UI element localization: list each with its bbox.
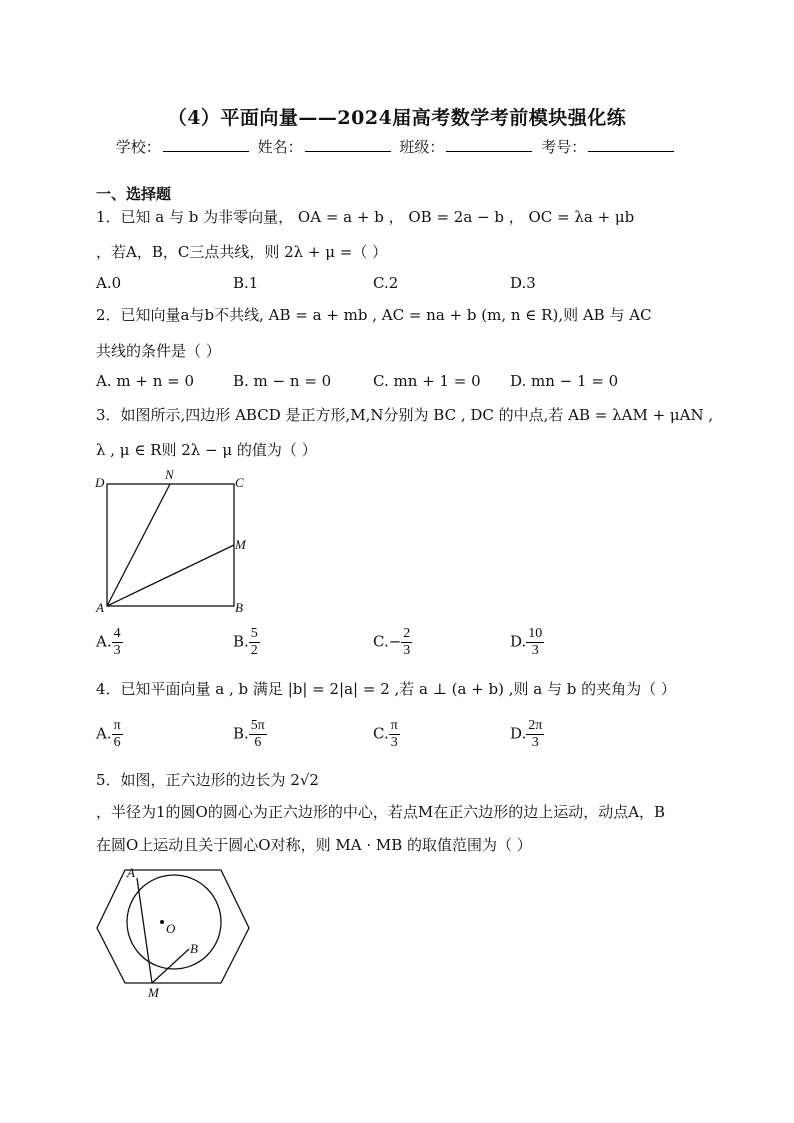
q5-stem-line2: ，半径为1的圆O的圆心为正六边形的中心，若点M在正六边形的边上运动，动点A，B xyxy=(96,803,666,821)
q4-option-c[interactable]: C. $\frac{\pi}{3}$ xyxy=(373,718,398,750)
q3-option-c[interactable]: C.− $\frac{2}{3}$ xyxy=(373,626,411,658)
q1-option-a[interactable]: A.0 xyxy=(96,274,122,292)
name-label: 姓名： xyxy=(257,138,303,156)
q4-option-a[interactable]: A. $\frac{\pi}{6}$ xyxy=(96,718,121,750)
q4-option-d[interactable]: D. $\frac{2\pi}{3}$ xyxy=(510,718,543,750)
q3-option-b[interactable]: B. $\frac{5}{2}$ xyxy=(233,626,258,658)
segment-am xyxy=(107,545,234,606)
student-info-line xyxy=(0,136,794,157)
q3-option-d[interactable]: D. $\frac{10}{3}$ xyxy=(510,626,543,658)
q1-stem-line1: 1．已知 a 与 b 为非零向量， OA = a + b ， OB = 2a − b ， OC = λa + μb xyxy=(96,208,635,226)
q1-stem-line2: ，若A，B，C三点共线，则 2λ + μ =（ ） xyxy=(96,243,388,261)
section-heading: 一、选择题 xyxy=(96,185,172,203)
q3-stem-line2: λ , μ ∈ R则 2λ − μ 的值为（ ） xyxy=(96,441,317,459)
number-label: 考号： xyxy=(541,138,587,156)
label-a: A xyxy=(127,865,135,880)
square-abcd xyxy=(107,484,234,606)
q5-stem-line3: 在圆O上运动且关于圆心O对称，则 MA · MB 的取值范围为（ ） xyxy=(96,836,532,854)
label-d: D xyxy=(95,475,105,490)
page-title: （4）平面向量——2024届高考数学考前模块强化练 xyxy=(167,107,627,129)
center-point-o xyxy=(160,920,164,924)
q2-stem-line2: 共线的条件是（ ） xyxy=(96,342,221,360)
q3-square-figure xyxy=(92,468,262,618)
segment-an xyxy=(107,484,170,606)
q2-stem-line1: 2．已知向量a与b不共线, AB = a + mb , AC = na + b (m, n ∈ R),则 AB 与 AC xyxy=(96,306,652,324)
number-blank[interactable] xyxy=(588,137,674,152)
name-blank[interactable] xyxy=(305,137,391,152)
label-o: O xyxy=(166,921,176,936)
school-blank[interactable] xyxy=(163,137,249,152)
q1-option-b[interactable]: B.1 xyxy=(233,274,259,292)
q4-stem-line1: 4．已知平面向量 a , b 满足 |b| = 2|a| = 2 ,若 a ⊥ (a + b) ,则 a 与 b 的夹角为（ ） xyxy=(96,680,676,698)
class-blank[interactable] xyxy=(446,137,532,152)
q5-stem-line1: 5．如图，正六边形的边长为 2√2 xyxy=(96,771,319,789)
label-n: N xyxy=(165,468,174,482)
class-label: 班级： xyxy=(399,138,445,156)
q1-option-d[interactable]: D.3 xyxy=(510,274,536,292)
q5-hexagon-figure xyxy=(92,860,272,1000)
q4-option-b[interactable]: B. $\frac{5\pi}{6}$ xyxy=(233,718,265,750)
label-c: C xyxy=(235,475,244,490)
label-a: A xyxy=(96,600,104,615)
q2-option-a[interactable]: A. m + n = 0 xyxy=(96,372,195,390)
label-m: M xyxy=(235,537,246,552)
q3-stem-line1: 3．如图所示,四边形 ABCD 是正方形,M,N分别为 BC , DC 的中点,若 AB = λAM + μAN , xyxy=(96,406,714,424)
q3-option-a[interactable]: A. $\frac{4}{3}$ xyxy=(96,626,121,658)
q2-option-d[interactable]: D. mn − 1 = 0 xyxy=(510,372,619,390)
q1-option-c[interactable]: C.2 xyxy=(373,274,399,292)
q2-option-b[interactable]: B. m − n = 0 xyxy=(233,372,332,390)
label-b: B xyxy=(235,600,243,615)
label-m: M xyxy=(148,985,159,1000)
segment-ma xyxy=(137,878,152,983)
school-label: 学校： xyxy=(115,138,161,156)
label-b: B xyxy=(190,941,198,956)
q2-option-c[interactable]: C. mn + 1 = 0 xyxy=(373,372,481,390)
